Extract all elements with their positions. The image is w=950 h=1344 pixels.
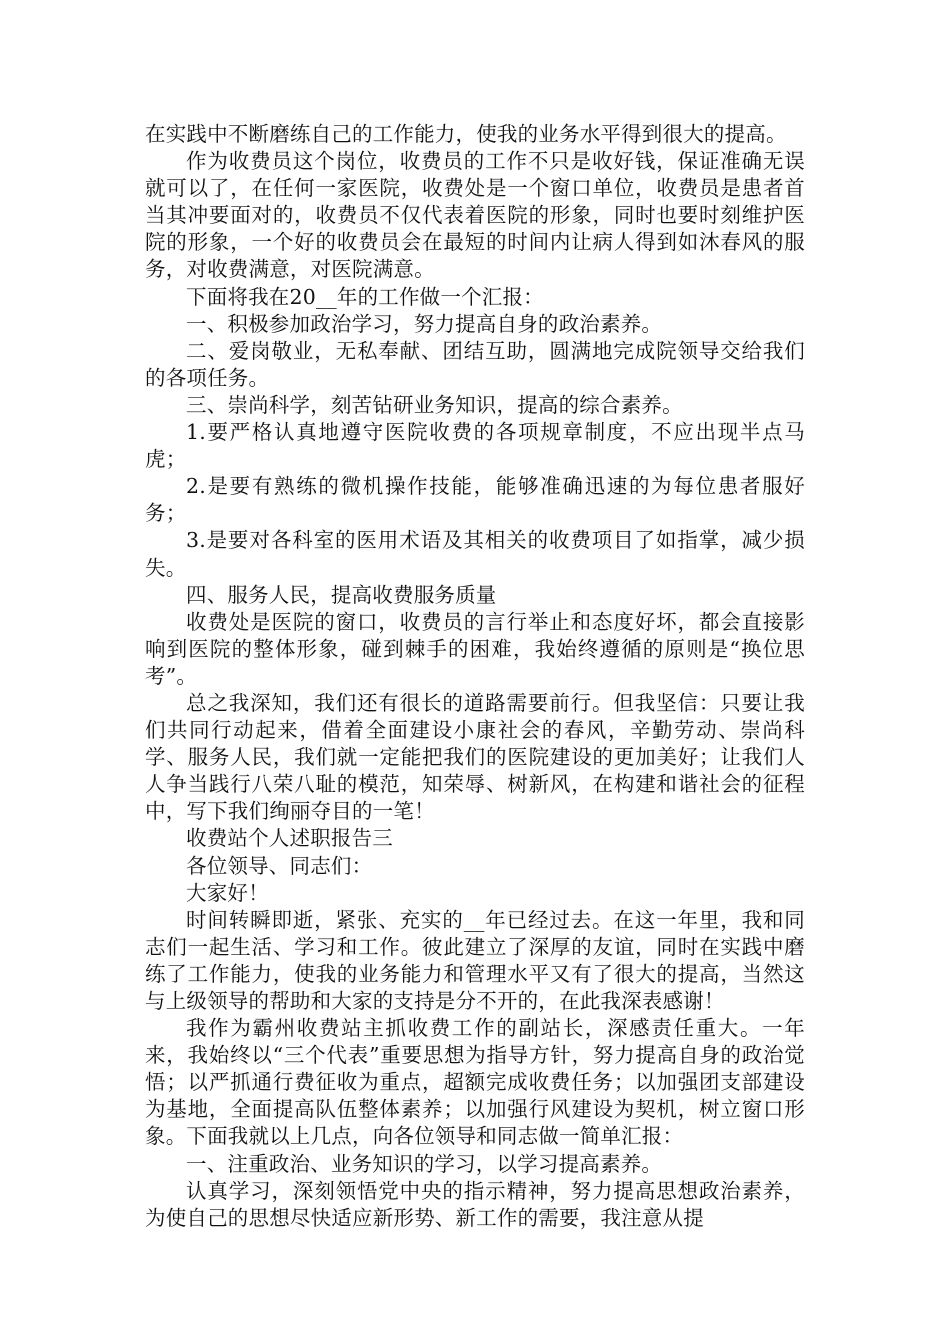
paragraph: 二、爱岗敬业，无私奉献、团结互助，圆满地完成院领导交给我们的各项任务。 bbox=[145, 338, 805, 390]
paragraph: 我作为霸州收费站主抓收费工作的副站长，深感责任重大。一年来，我始终以“三个代表”重要思想为指导方针，努力提高自身的政治觉悟；以严抓通行费征收为重点，超额完成收费任务；以加强团支部建设为基地，全面提高队伍整体素养；以加强行风建设为契机，树立窗口形象。下面我就以上几点，向各位领导和同志做一简单汇报： bbox=[145, 1016, 805, 1149]
paragraph: 2.是要有熟练的微机操作技能，能够准确迅速的为每位患者服好务； bbox=[145, 474, 805, 526]
paragraph: 在实践中不断磨练自己的工作能力，使我的业务水平得到很大的提高。 bbox=[145, 122, 787, 146]
paragraph: 各位领导、同志们： bbox=[186, 853, 373, 878]
paragraph: 3.是要对各科室的医用术语及其相关的收费项目了如指掌，减少损失。 bbox=[145, 528, 805, 580]
paragraph: 一、注重政治、业务知识的学习，以学习提高素养。 bbox=[186, 1151, 663, 1176]
paragraph: 大家好！ bbox=[186, 880, 269, 905]
document-body bbox=[145, 121, 805, 1232]
paragraph: 作为收费员这个岗位，收费员的工作不只是收好钱，保证准确无误就可以了，在任何一家医院，收费处是一个窗口单位，收费员是患者首当其冲要面对的，收费员不仅代表着医院的形象，同时也要时刻维护医院的形象，一个好的收费员会在最短的时间内让病人得到如沐春风的服务，对收费满意，对医院满意。 bbox=[145, 149, 805, 282]
paragraph: 四、服务人民，提高收费服务质量 bbox=[186, 582, 497, 607]
paragraph: 下面将我在20__年的工作做一个汇报： bbox=[186, 284, 544, 309]
paragraph: 总之我深知，我们还有很长的道路需要前行。但我坚信：只要让我们共同行动起来，借着全面建设小康社会的春风，辛勤劳动、崇尚科学、服务人民，我们就一定能把我们的医院建设的更加美好；让我们人人争当践行八荣八耻的模范，知荣辱、树新风，在构建和谐社会的征程中，写下我们绚丽夺目的一笔！ bbox=[145, 690, 805, 824]
paragraph: 1.要严格认真地遵守医院收费的各项规章制度，不应出现半点马虎； bbox=[145, 420, 805, 472]
paragraph: 一、积极参加政治学习，努力提高自身的政治素养。 bbox=[186, 311, 663, 336]
paragraph: 时间转瞬即逝，紧张、充实的__年已经过去。在这一年里，我和同志们一起生活、学习和工作。彼此建立了深厚的友谊，同时在实践中磨练了工作能力，使我的业务能力和管理水平又有了很大的提高，当然这与上级领导的帮助和大家的支持是分不开的，在此我深表感谢！ bbox=[145, 907, 805, 1013]
paragraph: 三、崇尚科学，刻苦钻研业务知识，提高的综合素养。 bbox=[186, 392, 683, 417]
paragraph: 收费处是医院的窗口，收费员的言行举止和态度好坏，都会直接影响到医院的整体形象，碰到棘手的困难，我始终遵循的原则是“换位思考”。 bbox=[145, 609, 805, 688]
paragraph: 认真学习，深刻领悟党中央的指示精神，努力提高思想政治素养，为使自己的思想尽快适应新形势、新工作的需要，我注意从提 bbox=[145, 1178, 805, 1230]
paragraph: 收费站个人述职报告三 bbox=[186, 826, 393, 851]
